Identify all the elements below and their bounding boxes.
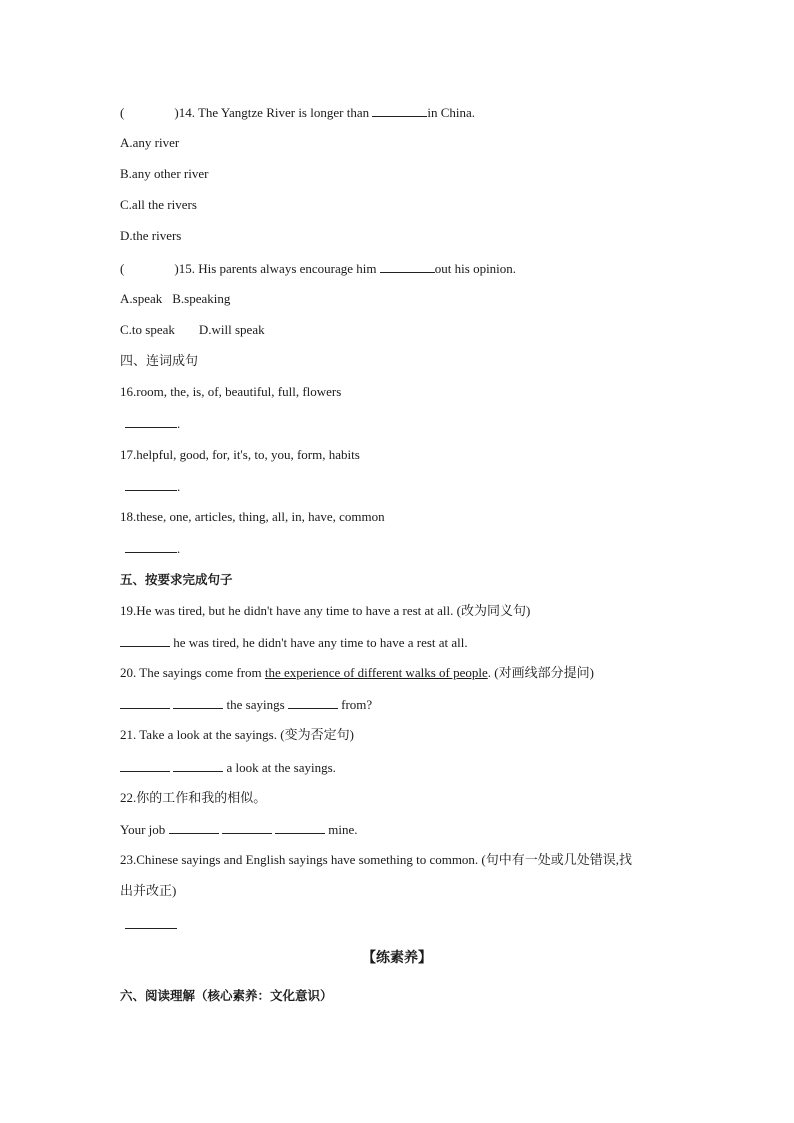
fill-blank[interactable] bbox=[125, 478, 177, 491]
question-18: 18.these, one, articles, thing, all, in, have, common bbox=[120, 509, 385, 524]
section-4-title: 四、连词成句 bbox=[120, 353, 199, 368]
option-15-d: D.will speak bbox=[198, 322, 265, 337]
section-6-title: 六、阅读理解（核心素养：文化意识） bbox=[120, 988, 333, 1003]
practice-heading: 【练素养】 bbox=[362, 950, 432, 966]
question-23-line-2: 出并改正) bbox=[120, 883, 177, 898]
question-text-end: in China. bbox=[427, 105, 476, 120]
fill-blank[interactable] bbox=[120, 759, 170, 772]
fill-blank[interactable] bbox=[169, 821, 219, 834]
answer-line-16 bbox=[120, 415, 694, 432]
answer-paren-open: ( bbox=[120, 261, 125, 276]
question-14 bbox=[120, 104, 694, 121]
fill-blank[interactable] bbox=[173, 759, 223, 772]
answer-text: the sayings bbox=[226, 697, 285, 712]
fill-blank[interactable] bbox=[120, 696, 170, 709]
sentence-end: . bbox=[177, 541, 181, 556]
answer-line-18 bbox=[120, 540, 694, 557]
answer-text-end: mine. bbox=[328, 822, 358, 837]
question-text: 15. His parents always encourage him bbox=[178, 261, 380, 276]
question-20 bbox=[120, 665, 694, 681]
question-instruction: . (对画线部分提问) bbox=[487, 665, 594, 680]
answer-paren-open: ( bbox=[120, 105, 125, 120]
question-21: 21. Take a look at the sayings. (变为否定句) bbox=[120, 727, 354, 742]
fill-blank[interactable] bbox=[275, 821, 325, 834]
option-14-d: D.the rivers bbox=[120, 228, 182, 243]
answer-paren-close: ) bbox=[174, 261, 179, 276]
fill-blank[interactable] bbox=[380, 260, 435, 273]
question-22: 22.你的工作和我的相似。 bbox=[120, 790, 267, 805]
option-15-a: A.speak bbox=[120, 291, 163, 306]
sentence-end: . bbox=[177, 416, 181, 431]
answer-line-20 bbox=[120, 696, 694, 713]
sentence-end: . bbox=[177, 479, 181, 494]
options-15-ab bbox=[120, 291, 694, 307]
answer-text: he was tired, he didn't have any time to have a rest at all. bbox=[173, 635, 468, 650]
option-14-c: C.all the rivers bbox=[120, 197, 197, 212]
answer-line-19 bbox=[120, 634, 694, 651]
option-14-a: A.any river bbox=[120, 135, 180, 150]
question-17: 17.helpful, good, for, it's, to, you, form, habits bbox=[120, 447, 360, 462]
option-14-b: B.any other river bbox=[120, 166, 209, 181]
question-text-end: out his opinion. bbox=[434, 261, 517, 276]
fill-blank[interactable] bbox=[125, 415, 177, 428]
question-19: 19.He was tired, but he didn't have any time to have a rest at all. (改为同义句) bbox=[120, 603, 531, 618]
fill-blank[interactable] bbox=[288, 696, 338, 709]
fill-blank[interactable] bbox=[173, 696, 223, 709]
fill-blank[interactable] bbox=[125, 540, 177, 553]
answer-line-23 bbox=[120, 916, 694, 933]
option-15-b: B.speaking bbox=[172, 291, 231, 306]
answer-text-end: from? bbox=[341, 697, 373, 712]
answer-line-17 bbox=[120, 478, 694, 495]
section-5-title: 五、按要求完成句子 bbox=[120, 572, 233, 587]
answer-text-end: a look at the sayings. bbox=[226, 760, 336, 775]
answer-paren-close: ) bbox=[174, 105, 179, 120]
fill-blank[interactable] bbox=[372, 104, 427, 117]
answer-line-22 bbox=[120, 821, 694, 838]
options-15-cd bbox=[120, 322, 694, 338]
question-23-line-1: 23.Chinese sayings and English sayings have something to common. (句中有一处或几处错误,找 bbox=[120, 852, 633, 867]
fill-blank[interactable] bbox=[120, 634, 170, 647]
question-text: 20. The sayings come from bbox=[120, 665, 265, 680]
answer-text: Your job bbox=[120, 822, 166, 837]
fill-blank[interactable] bbox=[222, 821, 272, 834]
underlined-part: the experience of different walks of people bbox=[264, 665, 488, 680]
fill-blank[interactable] bbox=[125, 916, 177, 929]
answer-line-21 bbox=[120, 759, 694, 776]
question-text: 14. The Yangtze River is longer than bbox=[178, 105, 373, 120]
question-16: 16.room, the, is, of, beautiful, full, flowers bbox=[120, 384, 342, 399]
option-15-c: C.to speak bbox=[120, 322, 175, 337]
question-15 bbox=[120, 260, 694, 277]
